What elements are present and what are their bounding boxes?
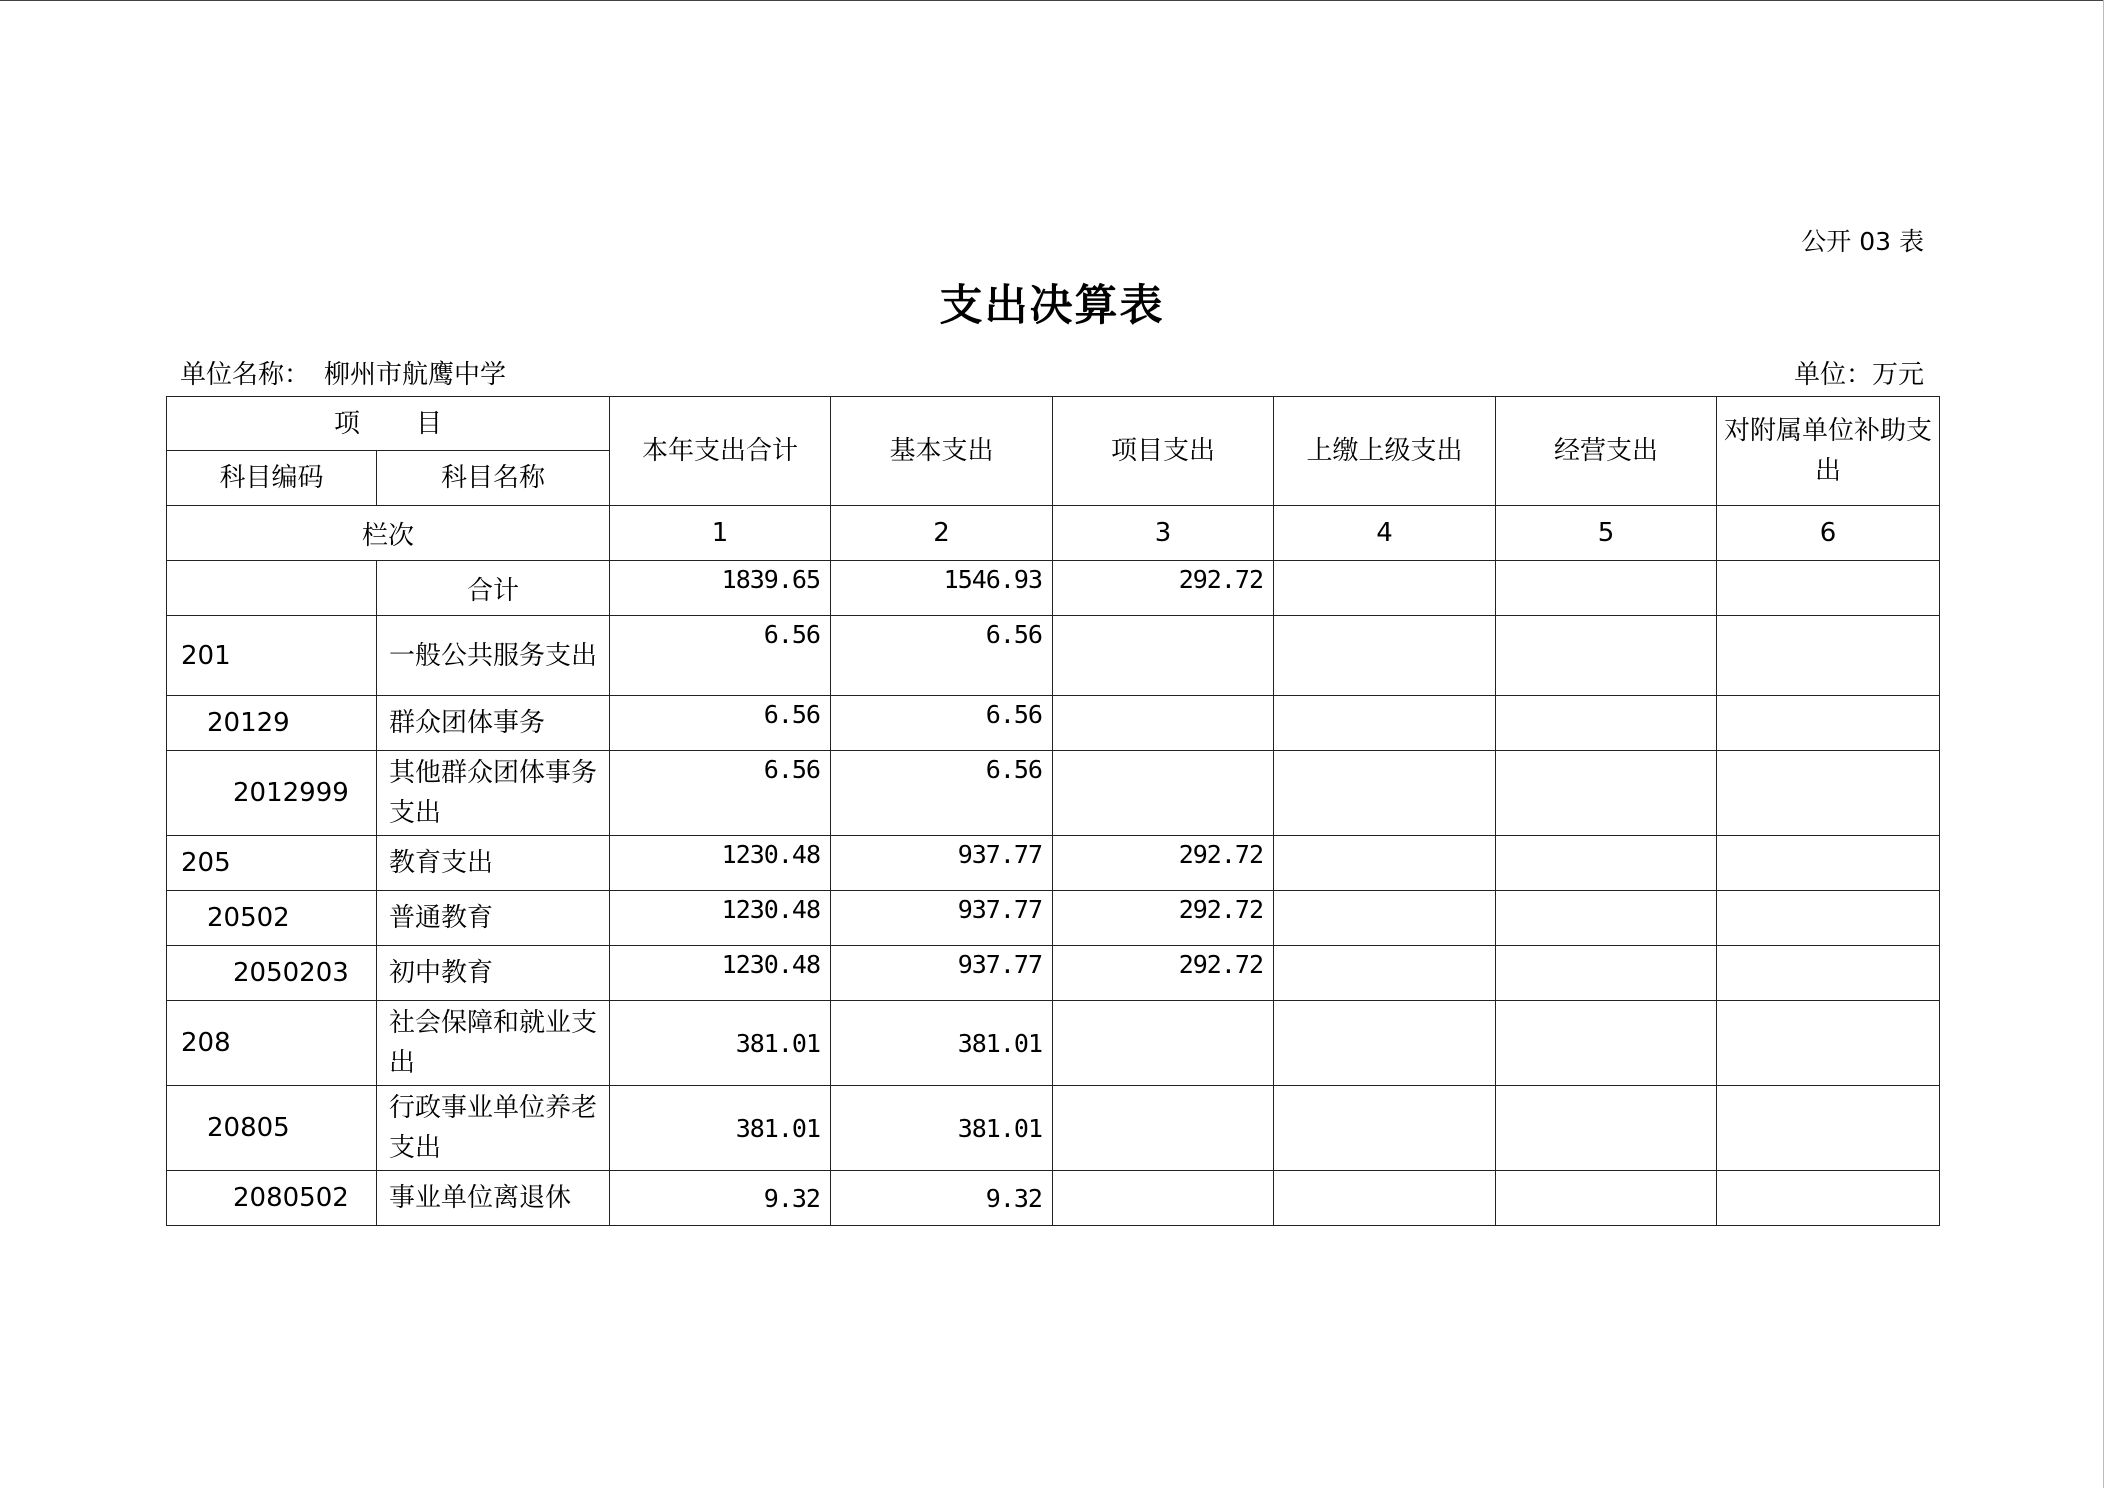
table-row xyxy=(167,696,1940,751)
total-code-cell xyxy=(167,561,377,616)
subject-name: 教育支出 xyxy=(377,836,610,891)
total-label: 合计 xyxy=(377,561,610,616)
value-cell xyxy=(1717,1086,1940,1171)
value-cell: 6.56 xyxy=(610,616,831,696)
value-cell xyxy=(1053,616,1274,696)
seq-row xyxy=(167,506,1940,561)
total-row xyxy=(167,561,1940,616)
value-cell xyxy=(1496,946,1717,1001)
seq-cell: 6 xyxy=(1717,506,1940,561)
value-cell xyxy=(1053,1001,1274,1086)
value-cell xyxy=(1274,836,1496,891)
value-cell: 937.77 xyxy=(831,946,1053,1001)
value-cell xyxy=(1274,946,1496,1001)
unit-name-line xyxy=(180,354,506,391)
value-cell xyxy=(1274,696,1496,751)
subject-code: 205 xyxy=(167,836,377,891)
value-cell xyxy=(1053,1086,1274,1171)
header-xiangmu-b: 目 xyxy=(416,408,443,439)
subject-name: 事业单位离退休 xyxy=(377,1171,610,1226)
value-cell: 292.72 xyxy=(1053,946,1274,1001)
subject-code: 2012999 xyxy=(167,751,377,836)
header-operating-expenditure: 经营支出 xyxy=(1496,397,1717,506)
table-row xyxy=(167,946,1940,1001)
table-row xyxy=(167,1001,1940,1086)
value-cell: 1230.48 xyxy=(610,891,831,946)
value-cell xyxy=(1717,1171,1940,1226)
value-cell xyxy=(1496,616,1717,696)
value-cell xyxy=(1496,1171,1717,1226)
total-value xyxy=(1717,561,1940,616)
subject-name: 社会保障和就业支出 xyxy=(377,1001,610,1086)
value-cell xyxy=(1717,836,1940,891)
seq-cell: 4 xyxy=(1274,506,1496,561)
value-cell xyxy=(1274,1171,1496,1226)
subject-code: 208 xyxy=(167,1001,377,1086)
value-cell: 381.01 xyxy=(610,1086,831,1171)
subject-name: 行政事业单位养老支出 xyxy=(377,1086,610,1171)
seq-cell: 3 xyxy=(1053,506,1274,561)
value-cell xyxy=(1496,696,1717,751)
value-cell xyxy=(1717,751,1940,836)
value-cell: 9.32 xyxy=(831,1171,1053,1226)
value-cell xyxy=(1274,1001,1496,1086)
value-cell xyxy=(1496,836,1717,891)
total-value: 1546.93 xyxy=(831,561,1053,616)
value-cell xyxy=(1496,1086,1717,1171)
money-unit: 单位：万元 xyxy=(1793,360,1924,390)
value-cell: 6.56 xyxy=(610,751,831,836)
header-subject-code: 科目编码 xyxy=(167,451,377,506)
value-cell: 1230.48 xyxy=(610,946,831,1001)
page-title: 支出决算表 xyxy=(939,281,1165,331)
header-xiangmu xyxy=(167,397,610,451)
value-cell: 1230.48 xyxy=(610,836,831,891)
table-row xyxy=(167,616,1940,696)
value-cell xyxy=(1717,891,1940,946)
value-cell xyxy=(1274,751,1496,836)
form-number: 公开 03 表 xyxy=(1801,227,1924,256)
seq-label: 栏次 xyxy=(167,506,610,561)
value-cell: 381.01 xyxy=(831,1001,1053,1086)
table-row xyxy=(167,836,1940,891)
value-cell: 292.72 xyxy=(1053,836,1274,891)
value-cell xyxy=(1053,696,1274,751)
unit-name-label: 单位名称： xyxy=(180,360,311,390)
subject-name: 普通教育 xyxy=(377,891,610,946)
header-subject-name: 科目名称 xyxy=(377,451,610,506)
seq-cell: 5 xyxy=(1496,506,1717,561)
value-cell xyxy=(1496,751,1717,836)
value-cell: 6.56 xyxy=(831,751,1053,836)
subject-code: 20502 xyxy=(167,891,377,946)
value-cell xyxy=(1717,1001,1940,1086)
header-total-expenditure: 本年支出合计 xyxy=(610,397,831,506)
total-value xyxy=(1274,561,1496,616)
subject-code: 2050203 xyxy=(167,946,377,1001)
value-cell xyxy=(1274,1086,1496,1171)
value-cell: 9.32 xyxy=(610,1171,831,1226)
value-cell xyxy=(1053,751,1274,836)
seq-cell: 2 xyxy=(831,506,1053,561)
header-upper-remit-expenditure: 上缴上级支出 xyxy=(1274,397,1496,506)
header-row-1 xyxy=(167,397,1940,451)
total-value: 1839.65 xyxy=(610,561,831,616)
table-row xyxy=(167,1086,1940,1171)
value-cell xyxy=(1496,1001,1717,1086)
value-cell xyxy=(1496,891,1717,946)
seq-cell: 1 xyxy=(610,506,831,561)
value-cell: 381.01 xyxy=(610,1001,831,1086)
total-value xyxy=(1496,561,1717,616)
header-project-expenditure: 项目支出 xyxy=(1053,397,1274,506)
value-cell: 6.56 xyxy=(831,616,1053,696)
value-cell: 937.77 xyxy=(831,836,1053,891)
value-cell xyxy=(1053,1171,1274,1226)
value-cell xyxy=(1274,616,1496,696)
subject-code: 201 xyxy=(167,616,377,696)
subject-code: 2080502 xyxy=(167,1171,377,1226)
table-row xyxy=(167,891,1940,946)
header-basic-expenditure: 基本支出 xyxy=(831,397,1053,506)
value-cell: 381.01 xyxy=(831,1086,1053,1171)
subject-code: 20129 xyxy=(167,696,377,751)
value-cell: 6.56 xyxy=(831,696,1053,751)
value-cell xyxy=(1717,696,1940,751)
subject-name: 其他群众团体事务支出 xyxy=(377,751,610,836)
table-row xyxy=(167,1171,1940,1226)
table-row xyxy=(167,751,1940,836)
expenditure-table xyxy=(166,396,1940,1226)
value-cell xyxy=(1717,616,1940,696)
unit-name-value: 柳州市航鹰中学 xyxy=(324,360,507,390)
total-value: 292.72 xyxy=(1053,561,1274,616)
subject-name: 一般公共服务支出 xyxy=(377,616,610,696)
header-subsidiary-subsidy: 对附属单位补助支出 xyxy=(1717,397,1940,506)
header-xiangmu-a: 项 xyxy=(333,408,360,439)
value-cell xyxy=(1717,946,1940,1001)
subject-name: 群众团体事务 xyxy=(377,696,610,751)
page-top-border xyxy=(0,0,2104,1)
value-cell xyxy=(1274,891,1496,946)
subject-name: 初中教育 xyxy=(377,946,610,1001)
value-cell: 6.56 xyxy=(610,696,831,751)
value-cell: 937.77 xyxy=(831,891,1053,946)
value-cell: 292.72 xyxy=(1053,891,1274,946)
subject-code: 20805 xyxy=(167,1086,377,1171)
